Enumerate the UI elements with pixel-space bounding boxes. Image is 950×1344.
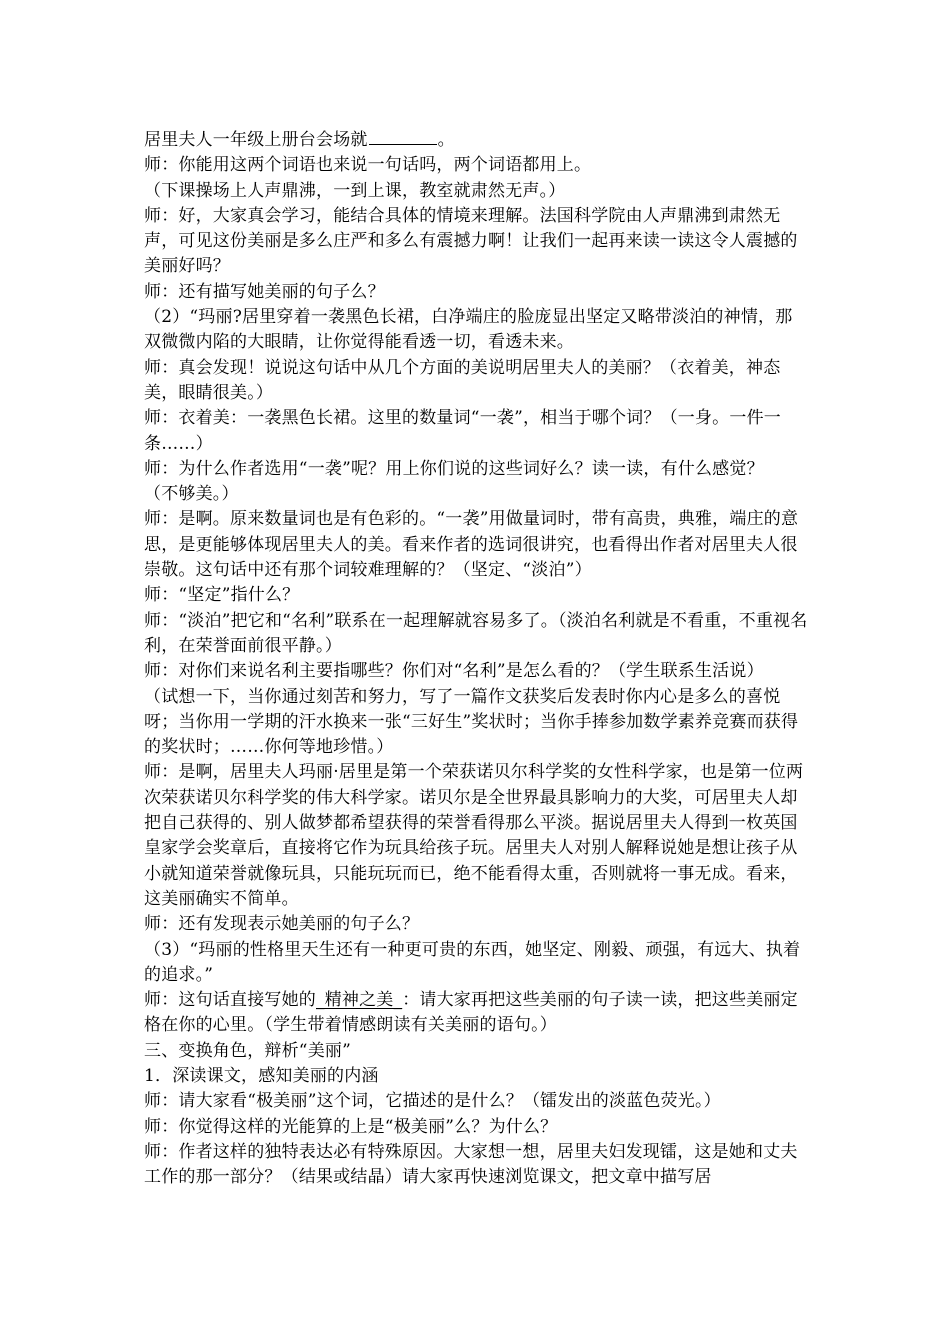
paragraph-0-text: 居里夫人一年级上册台会场就: [144, 130, 368, 150]
paragraph-13: 师：对你们来说名利主要指哪些？你们对“名利”是怎么看的？（学生联系生活说）: [144, 661, 764, 682]
paragraph-22: 师：你觉得这样的光能算的上是“极美丽”么？为什么？: [144, 1116, 558, 1137]
paragraph-12: 师：“淡泊”把它和“名利”联系在一起理解就容易多了。（淡泊名利就是不看重，不重视名利，在荣誉面前很平静。）: [144, 610, 808, 656]
paragraph-11: 师：“坚定”指什么？: [144, 585, 300, 606]
paragraph-18-rest: ：请大家再把这些美丽的句子读一读，把这些美丽定格在你的心里。（学生带着情感朗读有关美丽的语句。）: [144, 990, 798, 1036]
paragraph-5: （2）“玛丽?居里穿着一袭黑色长裙，白净端庄的脸庞显出坚定又略带淡泊的神情，那双微微内陷的大眼睛，让你觉得能看透一切，看透未来。: [144, 307, 793, 353]
underlined-answer: _精神之美_: [316, 990, 403, 1011]
paragraph-9: （不够美。）: [144, 484, 239, 505]
paragraph-18: [144, 988, 808, 1039]
paragraph-7: 师：衣着美：一袭黑色长裙。这里的数量词“一袭”，相当于哪个词？（一身。一件一条……）: [144, 408, 781, 454]
paragraph-4: 师：还有描写她美丽的句子么？: [144, 281, 385, 302]
document-page: [144, 126, 808, 1190]
paragraph-10: 师：是啊。原来数量词也是有色彩的。“一袭”用做量词时，带有高贵，典雅，端庄的意思，是更能够体现居里夫人的美。看来作者的选词很讲究，也看得出作者对居里夫人很崇敬。这句话中还有那个词较难理解的？（坚定、“淡泊”）: [144, 509, 799, 581]
paragraph-0: [144, 126, 808, 153]
paragraph-18-text: 师：这句话直接写她的: [144, 990, 316, 1011]
paragraph-15: 师：是啊，居里夫人玛丽·居里是第一个荣获诺贝尔科学奖的女性科学家，也是第一位两次荣获诺贝尔科学奖的伟大科学家。诺贝尔是全世界最具影响力的大奖，可居里夫人却把自己获得的、别人做梦都希望获得的荣誉看得那么平淡。据说居里夫人得到一枚英国皇家学会奖章后，直接将它作为玩具给孩子玩。居里夫人对别人解释说她是想让孩子从小就知道荣誉就像玩具，只能玩玩而已，绝不能看得太重，否则就将一事无成。看来，这美丽确实不简单。: [144, 762, 804, 909]
subsection-heading: 1．深读课文，感知美丽的内涵: [144, 1065, 379, 1086]
paragraph-1: 师：你能用这两个词语也来说一句话吗，两个词语都用上。: [144, 155, 592, 176]
paragraph-8: 师：为什么作者选用“一袭”呢？用上你们说的这些词好么？读一读，有什么感觉？: [144, 458, 764, 479]
paragraph-14: （试想一下，当你通过刻苦和努力，写了一篇作文获奖后发表时你内心是多么的喜悦呀；当你用一学期的汗水换来一张“三好生”奖状时；当你手捧参加数学素养竞赛而获得的奖状时；……你何等地珍惜。）: [144, 686, 799, 758]
paragraph-23: 师：作者这样的独特表达必有特殊原因。大家想一想，居里夫妇发现镭，这是她和丈夫工作的那一部分？（结果或结晶）请大家再快速浏览课文，把文章中描写居: [144, 1141, 798, 1188]
paragraph-2: （下课操场上人声鼎沸，一到上课，教室就肃然无声。）: [144, 180, 566, 201]
fill-in-blank: [369, 126, 437, 145]
paragraph-6: 师：真会发现！说说这句话中从几个方面的美说明居里夫人的美丽？（衣着美，神态美，眼睛很美。）: [144, 357, 781, 403]
section-heading: 三、变换角色，辩析“美丽”: [144, 1040, 351, 1061]
paragraph-17: （3）“玛丽的性格里天生还有一种更可贵的东西，她坚定、刚毅、顽强，有远大、执着的追求。”: [144, 939, 801, 985]
paragraph-16: 师：还有发现表示她美丽的句子么？: [144, 914, 420, 935]
paragraph-21: 师：请大家看“极美丽”这个词，它描述的是什么？（镭发出的淡蓝色荧光。）: [144, 1091, 721, 1112]
paragraph-0-end: 。: [437, 130, 455, 150]
paragraph-3: 师：好，大家真会学习，能结合具体的情境来理解。法国科学院由人声鼎沸到肃然无声，可见这份美丽是多么庄严和多么有震撼力啊！让我们一起再来读一读这令人震撼的美丽好吗？: [144, 205, 798, 277]
